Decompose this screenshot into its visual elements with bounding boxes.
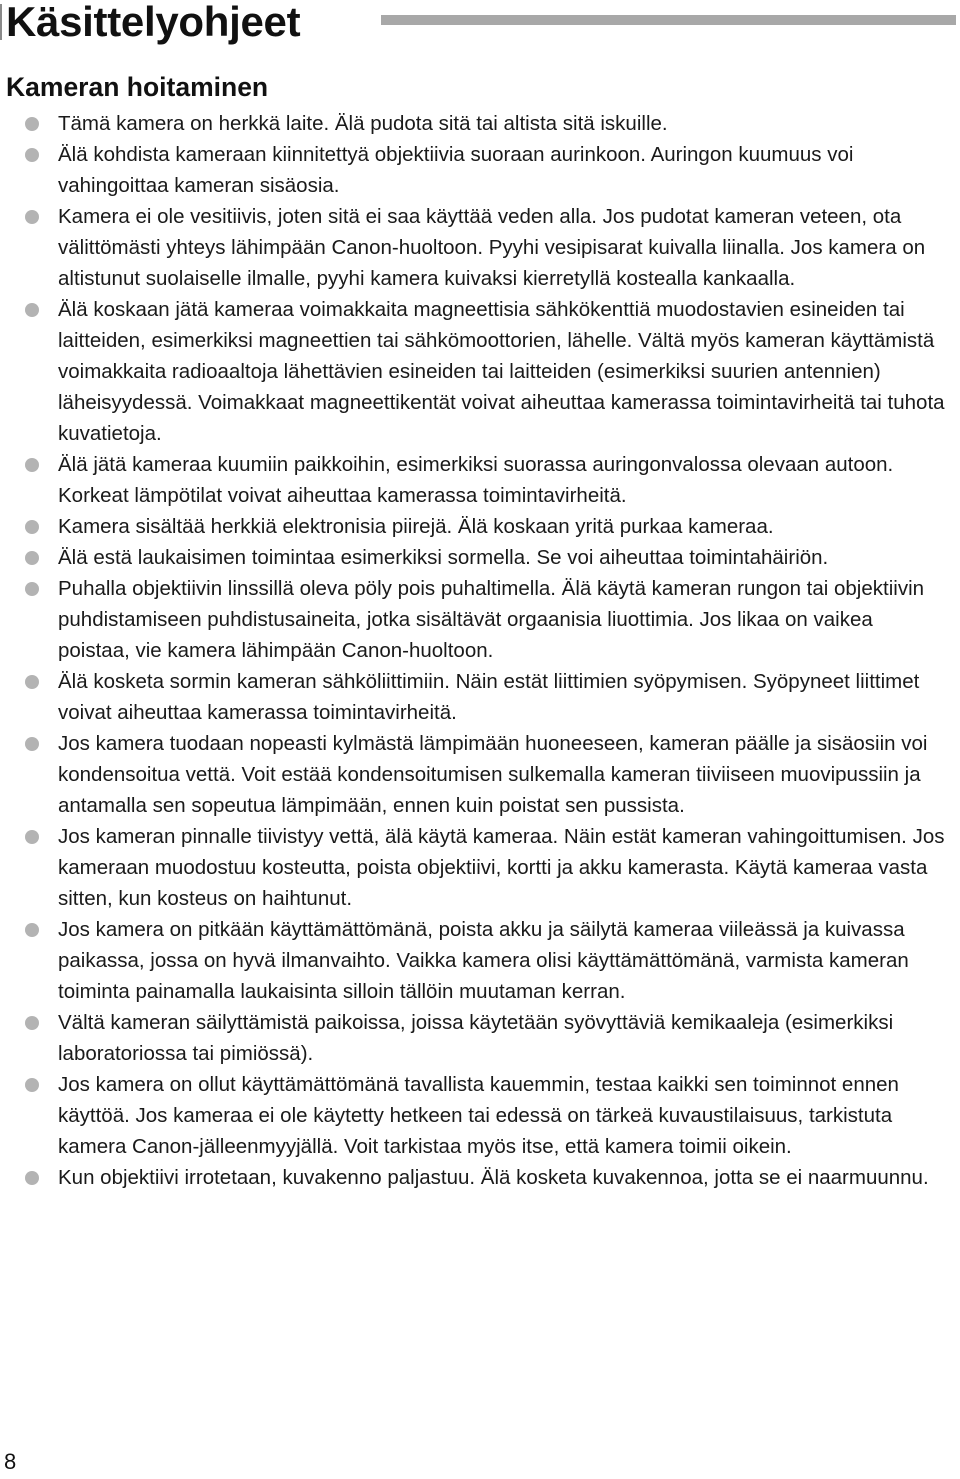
list-item-text: Kamera sisältää herkkiä elektronisia piirejä. Älä koskaan yritä purkaa kameraa.	[58, 515, 774, 538]
list-item-text: Kun objektiivi irrotetaan, kuvakenno paljastuu. Älä kosketa kuvakennoa, jotta se ei naarmuunnu.	[58, 1166, 929, 1189]
bullet-dot-icon	[25, 830, 39, 844]
title-bar	[0, 0, 960, 48]
list-item-text: Tämä kamera on herkkä laite. Älä pudota sitä tai altista sitä iskuille.	[58, 112, 668, 135]
list-item-text: Jos kamera tuodaan nopeasti kylmästä lämpimään huoneeseen, kameran päälle ja sisäosiin voi kondensoitua vettä. Voit estää kondensoitumisen sulkemalla kameran tiiviiseen muovipussiin ja antamalla sen sopeutua lämpimään, ennen kuin poistat sen pussista.	[58, 732, 928, 817]
list-item	[0, 139, 948, 201]
list-item	[0, 542, 948, 573]
list-item	[0, 108, 948, 139]
bullet-dot-icon	[25, 1078, 39, 1092]
list-item-text: Älä kohdista kameraan kiinnitettyä objektiivia suoraan aurinkoon. Auringon kuumuus voi vahingoittaa kameran sisäosia.	[58, 143, 854, 197]
page-title: Käsittelyohjeet	[6, 0, 301, 45]
list-item	[0, 449, 948, 511]
list-item	[0, 1162, 948, 1193]
list-item	[0, 821, 948, 914]
bullet-dot-icon	[25, 458, 39, 472]
bullet-dot-icon	[25, 303, 39, 317]
bullet-dot-icon	[25, 675, 39, 689]
bullet-dot-icon	[25, 923, 39, 937]
list-item-text: Älä kosketa sormin kameran sähköliittimiin. Näin estät liittimien syöpymisen. Syöpyneet liittimet voivat aiheuttaa kamerassa toimintavirheitä.	[58, 670, 920, 724]
page-number: 8	[4, 1449, 17, 1474]
title-rule	[381, 15, 956, 25]
list-item-text: Älä koskaan jätä kameraa voimakkaita magneettisia sähkökenttiä muodostavien esineiden tai laitteiden, esimerkiksi magneettien tai sähkömoottorien, lähelle. Vältä myös kameran käyttämistä voimakkaita radioaaltoja lähettävien esineiden tai laitteiden (esimerkiksi suurien antennien) läheisyydessä. Voimakkaat magneettikentät voivat aiheuttaa kamerassa toimintavirheitä tai tuhota kuvatietoja.	[58, 298, 945, 445]
list-item-text: Jos kamera on ollut käyttämättömänä tavallista kauemmin, testaa kaikki sen toiminnot ennen käyttöä. Jos kameraa ei ole käytetty hetkeen tai edessä on tärkeä kuvaustilaisuus, tarkistuta kamera Canon-jälleenmyyjällä. Voit tarkistaa myös itse, että kamera toimii oikein.	[58, 1073, 899, 1158]
list-item	[0, 511, 948, 542]
bullet-dot-icon	[25, 1171, 39, 1185]
list-item	[0, 573, 948, 666]
list-item-text: Jos kamera on pitkään käyttämättömänä, poista akku ja säilytä kameraa viileässä ja kuivassa paikassa, jossa on hyvä ilmanvaihto. Vaikka kamera olisi käyttämättömänä, varmista kameran toiminta painamalla laukaisinta silloin tällöin muutaman kerran.	[58, 918, 909, 1003]
list-item-text: Vältä kameran säilyttämistä paikoissa, joissa käytetään syövyttäviä kemikaaleja (esimerkiksi laboratoriossa tai pimiössä).	[58, 1011, 894, 1065]
list-item	[0, 294, 948, 449]
section-heading: Kameran hoitaminen	[6, 72, 269, 102]
list-item	[0, 1007, 948, 1069]
list-item-text: Kamera ei ole vesitiivis, joten sitä ei saa käyttää veden alla. Jos pudotat kameran veteen, ota välittömästi yhteys lähimpään Canon-huoltoon. Pyyhi vesipisarat kuivalla liinalla. Jos kamera on altistunut suolaiselle ilmalle, pyyhi kamera kuivaksi kierretyllä kostealla kankaalla.	[58, 205, 926, 290]
bullet-dot-icon	[25, 737, 39, 751]
list-item	[0, 914, 948, 1007]
title-tick-mark	[0, 4, 2, 40]
bullet-dot-icon	[25, 210, 39, 224]
bullet-dot-icon	[25, 551, 39, 565]
list-item	[0, 201, 948, 294]
bullet-dot-icon	[25, 582, 39, 596]
list-item	[0, 728, 948, 821]
bullet-dot-icon	[25, 1016, 39, 1030]
list-item	[0, 1069, 948, 1162]
list-item-text: Älä estä laukaisimen toimintaa esimerkiksi sormella. Se voi aiheuttaa toimintahäiriön.	[58, 546, 829, 569]
list-item-text: Jos kameran pinnalle tiivistyy vettä, älä käytä kameraa. Näin estät kameran vahingoittumisen. Jos kameraan muodostuu kosteutta, poista objektiivi, kortti ja akku kamerasta. Käytä kameraa vasta sitten, kun kosteus on haihtunut.	[58, 825, 945, 910]
bullet-dot-icon	[25, 117, 39, 131]
bullet-dot-icon	[25, 520, 39, 534]
care-instructions-list	[0, 108, 960, 1193]
list-item-text: Puhalla objektiivin linssillä oleva pöly pois puhaltimella. Älä käytä kameran rungon tai objektiivin puhdistamiseen puhdistusaineita, jotka sisältävät orgaanisia liuottimia. Jos likaa on vaikea poistaa, vie kamera lähimpään Canon-huoltoon.	[58, 577, 925, 662]
list-item	[0, 666, 948, 728]
list-item-text: Älä jätä kameraa kuumiin paikkoihin, esimerkiksi suorassa auringonvalossa olevaan autoon. Korkeat lämpötilat voivat aiheuttaa kamerassa toimintavirheitä.	[58, 453, 894, 507]
bullet-dot-icon	[25, 148, 39, 162]
